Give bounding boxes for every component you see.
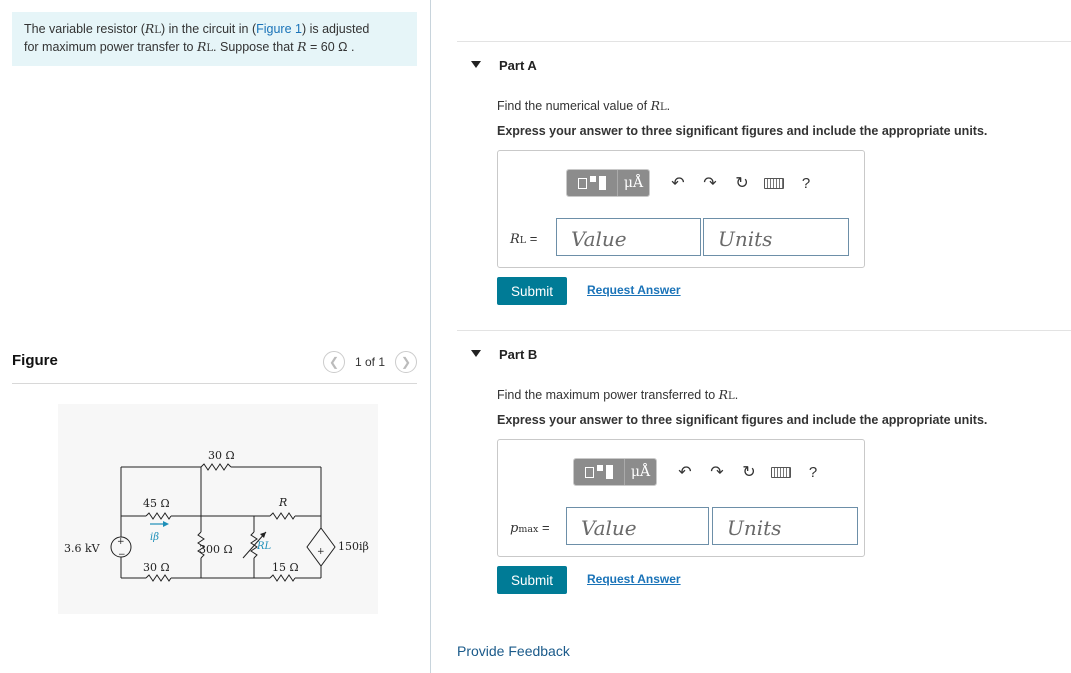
figure-pager [323, 351, 417, 373]
value-input[interactable]: Value [566, 507, 709, 545]
label-r-300: 300 Ω [199, 543, 233, 556]
redo-icon[interactable]: ↷ [710, 464, 724, 481]
templates-icon[interactable] [567, 170, 617, 196]
part-a-question: Find the numerical value of RL. [497, 98, 671, 113]
panel-divider [430, 0, 431, 673]
undo-icon[interactable]: ↶ [678, 464, 692, 481]
r-value: = 60 Ω . [306, 40, 355, 54]
problem-statement [12, 12, 417, 66]
rl-equation-label: RL = [510, 231, 538, 247]
chevron-left-icon[interactable]: ❮ [323, 351, 345, 373]
request-answer-link[interactable]: Request Answer [587, 572, 681, 586]
problem-text: The variable resistor ( [24, 22, 145, 36]
collapse-triangle-icon[interactable] [471, 61, 481, 68]
figure-header [12, 352, 417, 384]
provide-feedback-link[interactable]: Provide Feedback [457, 643, 570, 659]
math-toolbar [573, 458, 829, 486]
part-b-question: Find the maximum power transferred to RL. [497, 387, 739, 402]
problem-text: ) is adjusted [301, 22, 370, 36]
templates-icon[interactable] [574, 459, 624, 485]
label-rl: RL [257, 541, 272, 552]
submit-button[interactable]: Submit [497, 277, 567, 305]
undo-icon[interactable]: ↶ [671, 175, 685, 192]
label-r: R [279, 496, 288, 509]
plus-sign: + [317, 547, 325, 557]
reset-icon[interactable]: ↻ [735, 175, 749, 192]
label-r-15: 15 Ω [272, 561, 299, 574]
part-b-answer-box [497, 439, 865, 557]
label-r-45: 45 Ω [143, 497, 170, 510]
part-a-label: Part A [499, 58, 537, 73]
plus-sign: + [117, 537, 125, 547]
problem-text: ) in the circuit in ( [160, 22, 257, 36]
circuit-diagram [58, 404, 378, 614]
circuit-figure [58, 404, 378, 614]
part-a-instruction: Express your answer to three significant figures and include the appropriate units. [497, 124, 988, 138]
request-answer-link[interactable]: Request Answer [587, 283, 681, 297]
help-icon[interactable]: ? [801, 174, 811, 192]
part-a-answer-box [497, 150, 865, 268]
math-toolbar [566, 169, 822, 197]
collapse-triangle-icon[interactable] [471, 350, 481, 357]
figure-counter: 1 of 1 [354, 355, 385, 369]
units-input[interactable]: Units [703, 218, 849, 256]
help-icon[interactable]: ? [808, 463, 818, 481]
label-source-voltage: 3.6 kV [64, 542, 100, 555]
rl-symbol: RL [196, 39, 214, 54]
rl-symbol: RL [144, 21, 161, 36]
keyboard-icon[interactable] [765, 458, 797, 486]
template-unit-group [566, 169, 650, 197]
label-r-bottom: 30 Ω [143, 561, 170, 574]
label-i-beta: iβ [150, 532, 159, 543]
submit-button[interactable]: Submit [497, 566, 567, 594]
keyboard-icon[interactable] [758, 169, 790, 197]
minus-sign: − [118, 550, 126, 560]
units-input[interactable]: Units [712, 507, 858, 545]
template-unit-group [573, 458, 657, 486]
label-dependent-source: 150iβ [338, 540, 369, 553]
chevron-right-icon[interactable]: ❯ [395, 351, 417, 373]
r-symbol: R [297, 39, 307, 54]
redo-icon[interactable]: ↷ [703, 175, 717, 192]
part-b-label: Part B [499, 347, 538, 362]
problem-text: . Suppose that [213, 40, 298, 54]
units-button[interactable]: μÅ [617, 170, 649, 196]
value-input[interactable]: Value [556, 218, 701, 256]
label-r-top: 30 Ω [208, 449, 235, 462]
units-button[interactable]: μÅ [624, 459, 656, 485]
part-b-instruction: Express your answer to three significant figures and include the appropriate units. [497, 413, 988, 427]
part-b-header[interactable] [457, 330, 1071, 376]
reset-icon[interactable]: ↻ [742, 464, 756, 481]
problem-text: for maximum power transfer to [24, 40, 197, 54]
part-a-header[interactable] [457, 41, 1071, 87]
figure-title: Figure [12, 352, 58, 369]
pmax-equation-label: pmax = [510, 520, 550, 536]
figure-link[interactable]: Figure 1 [256, 22, 302, 36]
